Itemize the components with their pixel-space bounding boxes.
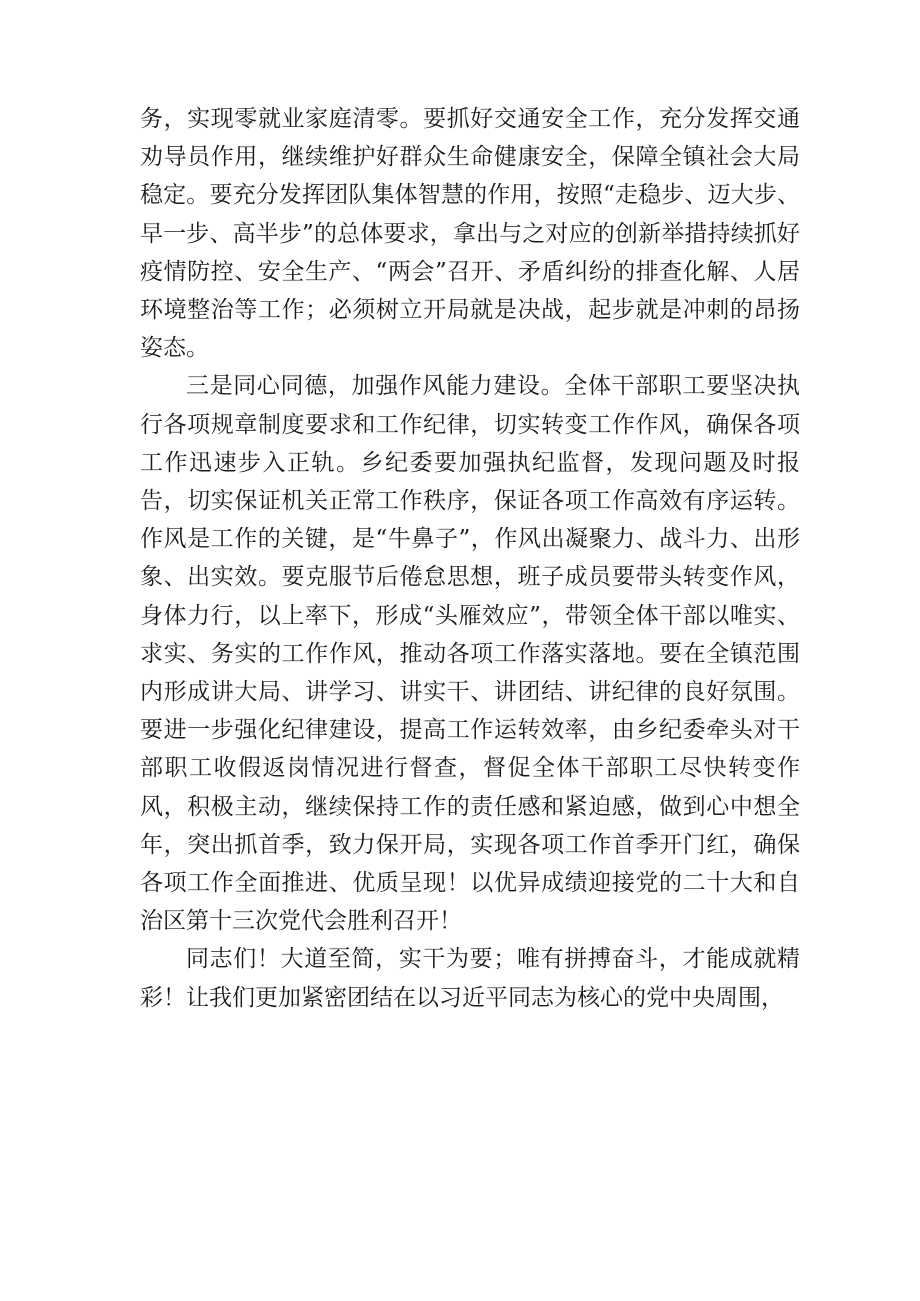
paragraph-1: 务，实现零就业家庭清零。要抓好交通安全工作，充分发挥交通劝导员作用，继续维护好群众生命健康安全，保障全镇社会大局稳定。要充分发挥团队集体智慧的作用，按照“走稳步、迈大步、早一步、高半步”的总体要求，拿出与之对应的创新举措持续抓好疫情防控、安全生产、“两会”召开、矛盾纠纷的排查化解、人居环境整治等工作；必须树立开局就是决战，起步就是冲刺的昂扬姿态。 [140,106,800,362]
document-page [140,100,800,1017]
paragraph-3: 同志们！大道至简，实干为要；唯有拼搏奋斗，才能成就精彩！让我们更加紧密团结在以习近平同志为核心的党中央周围， [140,946,800,1011]
paragraph-2: 三是同心同德，加强作风能力建设。全体干部职工要坚决执行各项规章制度要求和工作纪律，切实转变工作作风，确保各项工作迅速步入正轨。乡纪委要加强执纪监督，发现问题及时报告，切实保证机关正常工作秩序，保证各项工作高效有序运转。作风是工作的关键，是“牛鼻子”，作风出凝聚力、战斗力、出形象、出实效。要克服节后倦怠思想，班子成员要带头转变作风，身体力行，以上率下，形成“头雁效应”，带领全体干部以唯实、求实、务实的工作作风，推动各项工作落实落地。要在全镇范围内形成讲大局、讲学习、讲实干、讲团结、讲纪律的良好氛围。要进一步强化纪律建设，提高工作运转效率，由乡纪委牵头对干部职工收假返岗情况进行督查，督促全体干部职工尽快转变作风，积极主动，继续保持工作的责任感和紧迫感，做到心中想全年，突出抓首季，致力保开局，实现各项工作首季开门红，确保各项工作全面推进、优质呈现！以优异成绩迎接党的二十大和自治区第十三次党代会胜利召开！ [140,373,800,935]
